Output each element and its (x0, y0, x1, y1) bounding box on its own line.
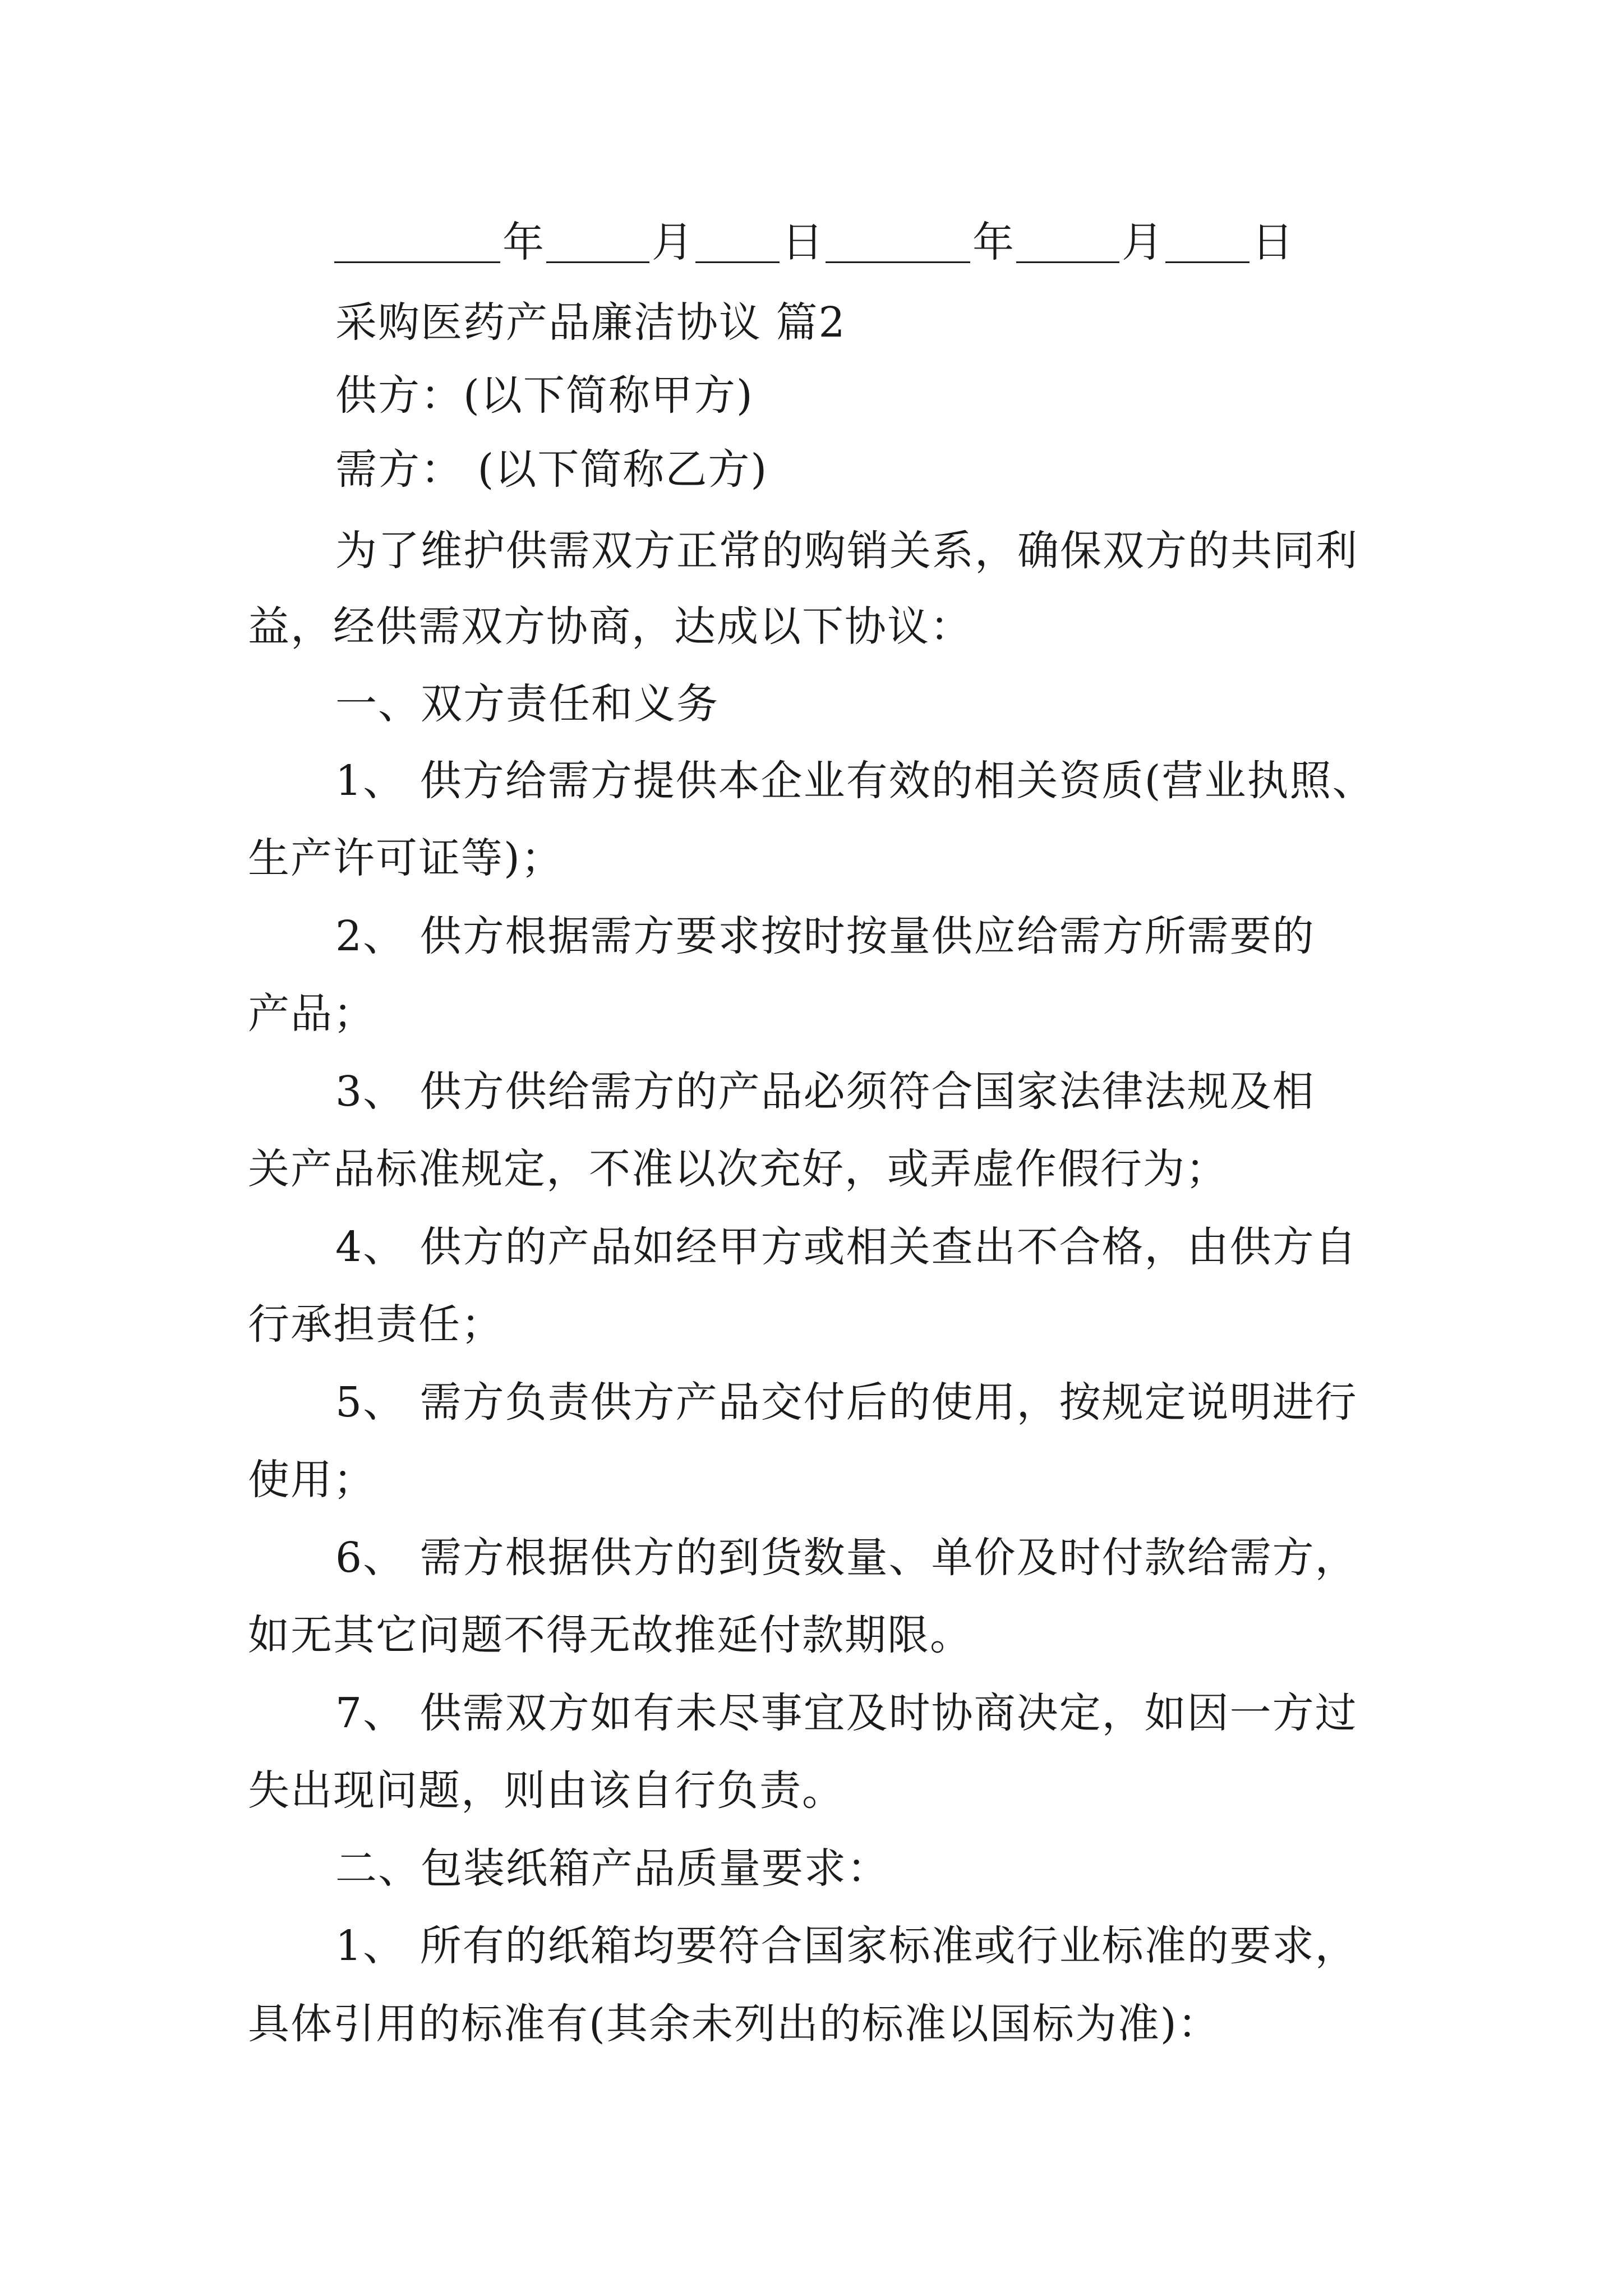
month-blank-1[interactable] (546, 220, 649, 263)
clause-1-5-line-2: 使用； (248, 1456, 376, 1504)
section-heading-2: 二、包装纸箱产品质量要求： (335, 1844, 889, 1893)
clause-1-7-line-2: 失出现问题，则由该自行负责。 (248, 1766, 845, 1815)
document-title: 采购医药产品廉洁协议 篇2 (335, 298, 846, 347)
clause-1-4-line-1: 4、 供方的产品如经甲方或相关查出不合格，由供方自 (335, 1223, 1358, 1271)
preamble-line-2: 益，经供需双方协商，达成以下协议： (248, 602, 972, 651)
clause-1-7-line-1: 7、 供需双方如有未尽事宜及时协商决定，如因一方过 (335, 1689, 1358, 1737)
clause-1-2-line-2: 产品； (248, 990, 376, 1038)
clause-1-4-line-2: 行承担责任； (248, 1300, 504, 1349)
day-label-1: 日 (782, 218, 823, 266)
year-blank-1[interactable] (334, 220, 500, 263)
month-blank-2[interactable] (1016, 220, 1119, 263)
section-heading-1: 一、双方责任和义务 (335, 680, 719, 728)
clause-2-1-line-2: 具体引用的标准有(其余未列出的标准以国标为准)： (248, 2000, 1220, 2048)
supplier-line: 供方：(以下简称甲方) (335, 371, 754, 420)
clause-1-5-line-1: 5、 需方负责供方产品交付后的使用，按规定说明进行 (335, 1378, 1358, 1427)
month-label-1: 月 (652, 218, 693, 266)
clause-1-2-line-1: 2、 供方根据需方要求按时按量供应给需方所需要的 (335, 912, 1315, 960)
clause-1-6-line-2: 如无其它问题不得无故推延付款期限。 (248, 1611, 972, 1659)
year-label-2: 年 (972, 218, 1014, 266)
clause-1-3-line-1: 3、 供方供给需方的产品必须符合国家法律法规及相 (335, 1068, 1315, 1116)
day-label-2: 日 (1252, 218, 1293, 266)
clause-1-1-line-1: 1、 供方给需方提供本企业有效的相关资质(营业执照、 (335, 757, 1375, 805)
buyer-line: 需方： (以下简称乙方) (335, 445, 768, 494)
clause-1-6-line-1: 6、 需方根据供方的到货数量、单价及时付款给需方， (335, 1534, 1358, 1582)
preamble-line-1: 为了维护供需双方正常的购销关系，确保双方的共同利 (335, 527, 1358, 575)
clause-1-3-line-2: 关产品标准规定，不准以次充好，或弄虚作假行为； (248, 1145, 1228, 1193)
month-label-2: 月 (1122, 218, 1163, 266)
signature-date-line (334, 218, 1295, 266)
day-blank-2[interactable] (1165, 220, 1249, 263)
clause-1-1-line-2: 生产许可证等)； (248, 834, 564, 882)
year-blank-2[interactable] (826, 220, 970, 263)
year-label-1: 年 (502, 218, 544, 266)
day-blank-1[interactable] (695, 220, 780, 263)
clause-2-1-line-1: 1、 所有的纸箱均要符合国家标准或行业标准的要求， (335, 1922, 1358, 1970)
